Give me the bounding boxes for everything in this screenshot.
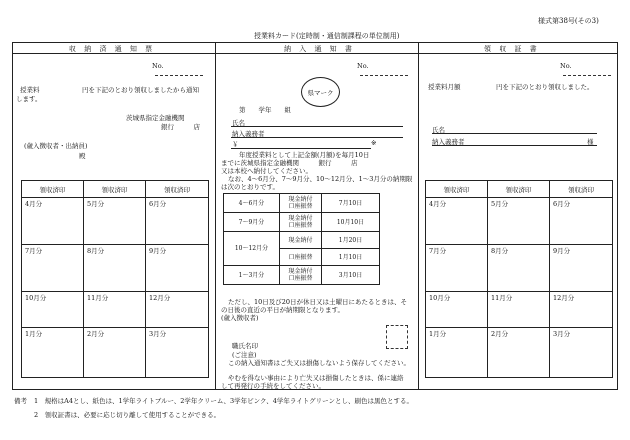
- form-title: 授業料カード(定時制・通信制課程の単位制用): [254, 32, 400, 40]
- middle-note-l2: の日後の直近の平日が納期限となります。: [221, 306, 344, 314]
- schedule-period: 7～9月分: [224, 213, 280, 232]
- grid-header: 領収済印: [550, 181, 613, 198]
- middle-guardian-label: 納入義務者: [232, 130, 265, 138]
- right-receipt-grid: [425, 180, 613, 378]
- left-body-text-2: します。: [16, 95, 42, 103]
- schedule-deadline: 10月10日: [322, 213, 380, 232]
- middle-caution-l3: して再発行の手続をしてください。: [221, 382, 325, 390]
- middle-text-l1: 年度授業料として上記金額(月額)を毎月10日: [239, 151, 370, 159]
- month-cell: 11月分: [84, 292, 146, 328]
- footnote-label: 備考: [14, 397, 27, 405]
- name-underline: [231, 126, 403, 127]
- middle-title: 納 入 通 知 書: [284, 45, 355, 53]
- grid-header: 領収済印: [84, 181, 146, 198]
- divider-left: [215, 42, 216, 390]
- seal-label: 県マーク: [307, 88, 334, 97]
- middle-official-name-label: 職氏名印: [232, 342, 258, 350]
- footnote-2: 2 領収証書は、必要に応じ切り離して使用することができる。: [34, 411, 221, 419]
- month-cell: 3月分: [146, 328, 209, 378]
- right-honorific: 様: [587, 138, 594, 146]
- month-cell: 6月分: [146, 198, 209, 245]
- middle-text-l5: は次のとおりです。: [221, 183, 279, 191]
- middle-caution-l2: やむを得ない事由により亡失又は損傷したときは、係に連絡: [228, 374, 404, 382]
- left-branch: 銀行 店: [161, 123, 200, 131]
- left-tuition-label: 授業料: [20, 86, 40, 94]
- month-cell: 1月分: [22, 328, 84, 378]
- divider-right: [418, 42, 419, 390]
- grid-header: 領収済印: [426, 181, 488, 198]
- schedule-method: 現金納付 口座振替: [280, 213, 322, 232]
- middle-text-l3: 又は本校へ納付してください。: [221, 167, 312, 175]
- prefecture-mark-seal: [301, 77, 340, 107]
- right-guardian-label: 納入義務者: [432, 138, 465, 146]
- schedule-method: 現金納付 口座振替: [280, 194, 322, 213]
- right-no-line: [563, 75, 611, 76]
- month-cell: 6月分: [550, 198, 613, 245]
- middle-class-line: 第 学年 組: [239, 106, 291, 114]
- schedule-deadline: 1月20日: [322, 232, 380, 249]
- middle-collector: (歳入徴収者): [221, 314, 259, 322]
- form-number: 様式第38号(その3): [538, 17, 599, 25]
- month-cell: 8月分: [84, 245, 146, 292]
- left-bank-line: 茨城県指定金融機関: [126, 114, 185, 122]
- middle-text-l4: なお、4～6月分、7～9月分、10～12月分、1～3月分の納期限: [228, 175, 413, 183]
- month-cell: 3月分: [550, 328, 613, 378]
- right-monthly-label: 授業料月額: [428, 83, 461, 91]
- month-cell: 7月分: [426, 245, 488, 292]
- month-cell: 11月分: [488, 292, 550, 328]
- right-no-label: No.: [560, 62, 572, 70]
- amount-underline: [231, 148, 371, 149]
- schedule-method: 現金納付: [280, 232, 322, 249]
- middle-caution-title: (ご注意): [232, 351, 257, 359]
- grid-header: 領収済印: [488, 181, 550, 198]
- month-cell: 4月分: [426, 198, 488, 245]
- schedule-deadline: 3月10日: [322, 266, 380, 285]
- middle-text-l2: までに茨城県指定金融機関 銀行 店: [221, 159, 358, 167]
- middle-name-label: 氏名: [232, 119, 245, 127]
- schedule-period: 1～3月分: [224, 266, 280, 285]
- footnote-1: 1 規格はA4とし、紙色は、1学年ライトブルー、2学年クリーム、3学年ピンク、4学年ライトグリーンとし、刷色は黒色とする。: [34, 397, 413, 405]
- right-name-label: 氏名: [432, 126, 445, 134]
- left-title: 収 納 済 通 知 票: [69, 45, 156, 53]
- right-body-text: 円を下記のとおり領収しました。: [496, 83, 594, 91]
- month-cell: 12月分: [146, 292, 209, 328]
- middle-no-line: [360, 75, 408, 76]
- month-cell: 5月分: [488, 198, 550, 245]
- left-no-label: No.: [152, 62, 164, 70]
- month-cell: 4月分: [22, 198, 84, 245]
- right-guardian-underline: [432, 145, 597, 146]
- left-no-line: [155, 75, 203, 76]
- month-cell: 10月分: [22, 292, 84, 328]
- month-cell: 7月分: [22, 245, 84, 292]
- left-receipt-grid: [21, 180, 209, 378]
- middle-note-l1: ただし、10日及び20日が休日又は土曜日にあたるときは、そ: [228, 298, 408, 306]
- right-name-underline: [432, 133, 597, 134]
- month-cell: 5月分: [84, 198, 146, 245]
- schedule-period: 10～12月分: [224, 232, 280, 266]
- month-cell: 8月分: [488, 245, 550, 292]
- schedule-period: 4～6月分: [224, 194, 280, 213]
- left-honorific: 殿: [79, 152, 86, 160]
- schedule-deadline: 1月10日: [322, 249, 380, 266]
- month-cell: 10月分: [426, 292, 488, 328]
- schedule-method: 現金納付 口座振替: [280, 266, 322, 285]
- right-title: 領 収 証 書: [484, 45, 540, 53]
- month-cell: 2月分: [488, 328, 550, 378]
- schedule-method: 口座振替: [280, 249, 322, 266]
- month-cell: 9月分: [146, 245, 209, 292]
- payment-schedule-table: [223, 193, 380, 285]
- left-recipient-label: (歳入徴収者・出納員): [24, 142, 88, 150]
- left-body-text-1: 円を下記のとおり領収しましたから通知: [82, 86, 199, 94]
- middle-no-label: No.: [357, 62, 369, 70]
- middle-yen: ￥: [232, 140, 239, 148]
- guardian-underline: [231, 137, 403, 138]
- month-cell: 9月分: [550, 245, 613, 292]
- middle-kome: ※: [371, 139, 377, 147]
- month-cell: 12月分: [550, 292, 613, 328]
- middle-caution-l1: この納入通知書はご失又は損傷しないよう保存してください。: [228, 359, 410, 367]
- grid-header: 領収済印: [146, 181, 209, 198]
- schedule-deadline: 7月10日: [322, 194, 380, 213]
- month-cell: 1月分: [426, 328, 488, 378]
- month-cell: 2月分: [84, 328, 146, 378]
- official-stamp-box: [386, 325, 408, 349]
- grid-header: 領収済印: [22, 181, 84, 198]
